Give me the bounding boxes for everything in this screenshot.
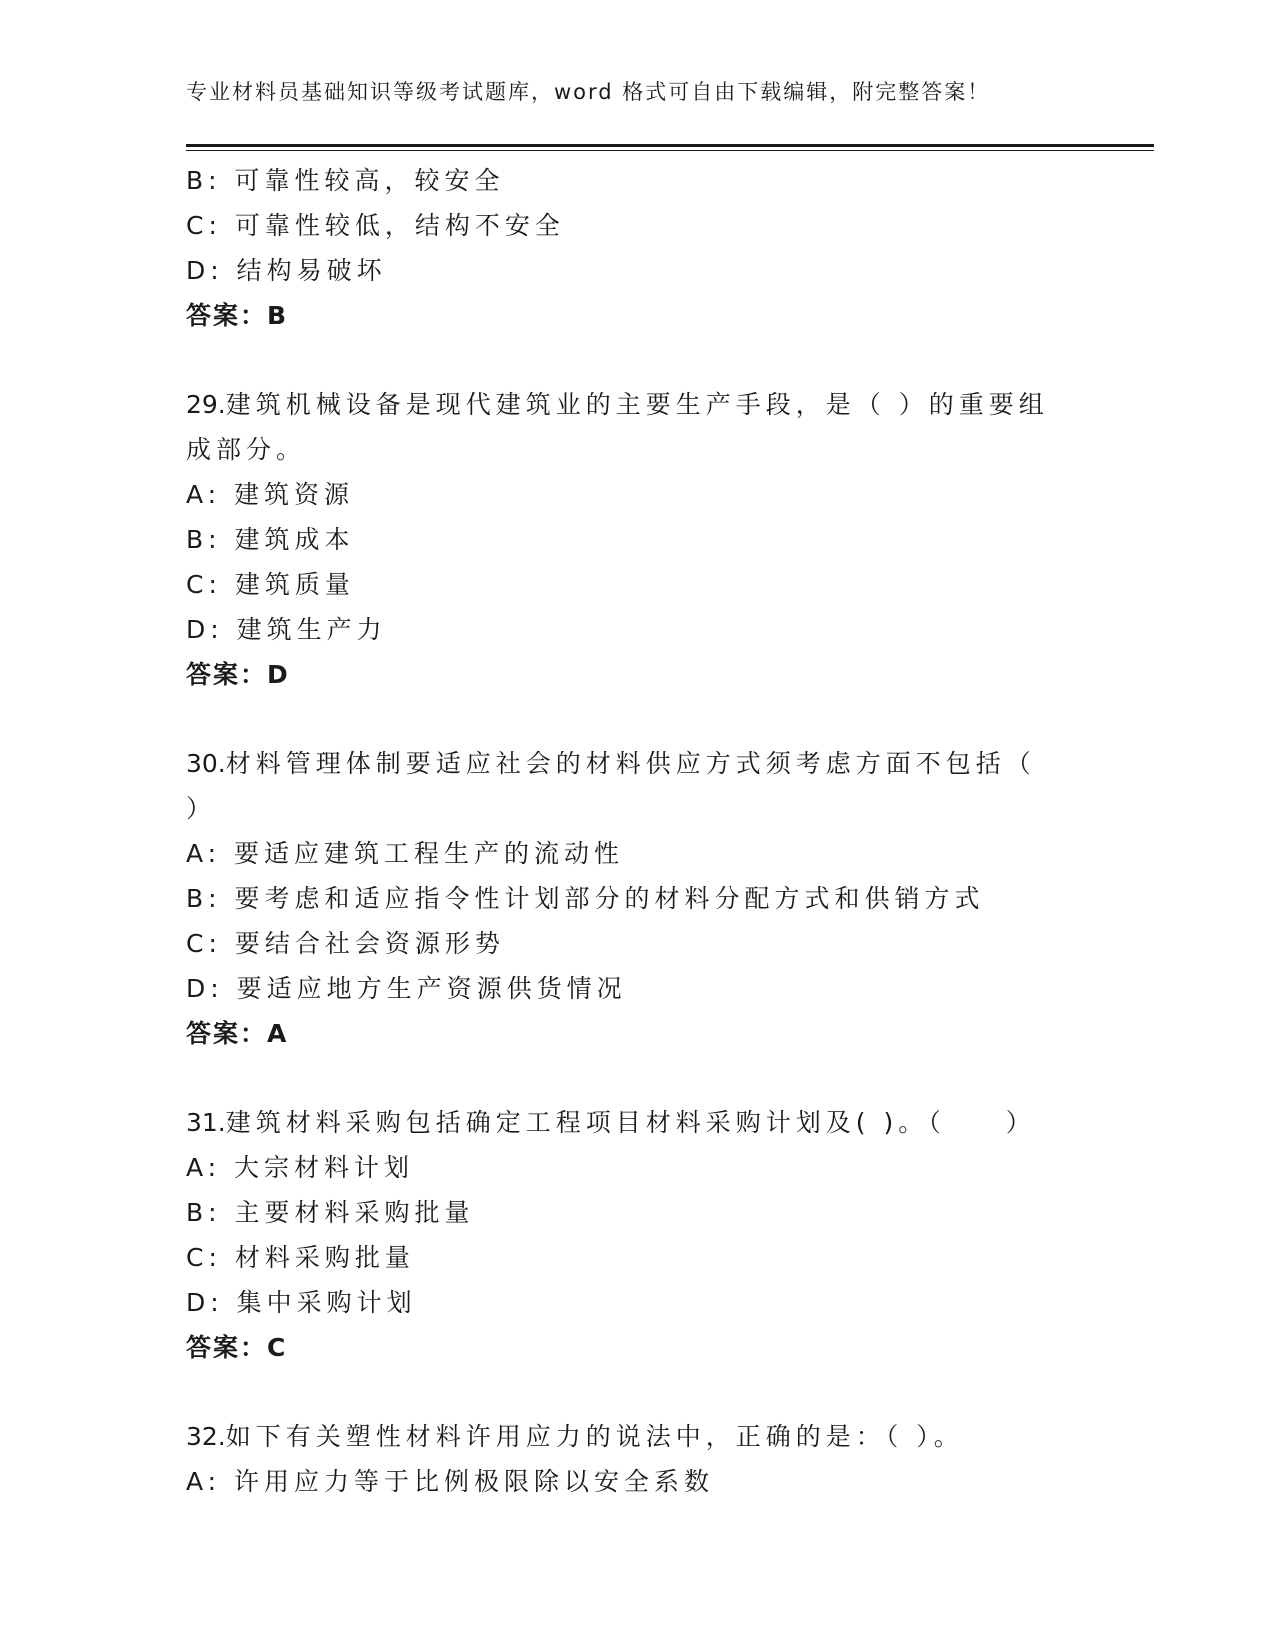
- header-rule-thin: [186, 150, 1154, 151]
- question-29: [186, 382, 1086, 697]
- option-a: A: 要适应建筑工程生产的流动性: [186, 839, 625, 868]
- option-d: D: 建筑生产力: [186, 615, 387, 644]
- partial-question: [186, 158, 1086, 338]
- option-c: C: 可靠性较低，结构不安全: [186, 211, 565, 240]
- option-b: B: 要考虑和适应指令性计划部分的材料分配方式和供销方式: [186, 884, 985, 913]
- question-number: 30.: [186, 749, 226, 778]
- question-stem: 材料管理体制要适应社会的材料供应方式须考虑方面不包括（ ）: [186, 749, 1036, 823]
- question-number: 31.: [186, 1108, 226, 1137]
- question-number: 29.: [186, 390, 226, 419]
- header-rule-thick: [186, 144, 1154, 147]
- option-a: A: 大宗材料计划: [186, 1153, 415, 1182]
- question-stem: 建筑机械设备是现代建筑业的主要生产手段，是（ ）的重要组成部分。: [186, 390, 1049, 464]
- option-c: C: 建筑质量: [186, 570, 355, 599]
- question-stem: 如下有关塑性材料许用应力的说法中，正确的是：（ ）。: [225, 1422, 964, 1451]
- answer-line: 答案：B: [186, 301, 289, 330]
- option-d: D: 要适应地方生产资源供货情况: [186, 974, 627, 1003]
- question-31: [186, 1100, 1086, 1370]
- question-text: [186, 1100, 1066, 1145]
- question-text: [186, 1414, 1066, 1459]
- option-b: B: 主要材料采购批量: [186, 1198, 475, 1227]
- question-text: [186, 382, 1066, 472]
- option-c: C: 材料采购批量: [186, 1243, 415, 1272]
- option-b: B: 建筑成本: [186, 525, 355, 554]
- answer-line: 答案：C: [186, 1333, 288, 1362]
- option-b: B: 可靠性较高，较安全: [186, 166, 505, 195]
- answer-line: 答案：D: [186, 660, 290, 689]
- option-a: A: 许用应力等于比例极限除以安全系数: [186, 1467, 715, 1496]
- option-c: C: 要结合社会资源形势: [186, 929, 505, 958]
- question-stem: 建筑材料采购包括确定工程项目材料采购计划及( )。（ ）: [225, 1108, 1036, 1137]
- answer-line: 答案：A: [186, 1019, 289, 1048]
- option-d: D: 集中采购计划: [186, 1288, 417, 1317]
- option-a: A: 建筑资源: [186, 480, 355, 509]
- page-header: 专业材料员基础知识等级考试题库，word 格式可自由下载编辑，附完整答案！: [186, 80, 991, 104]
- question-text: [186, 741, 1066, 831]
- question-list: [186, 158, 1086, 1504]
- question-32: [186, 1414, 1086, 1504]
- option-d: D: 结构易破坏: [186, 256, 387, 285]
- question-number: 32.: [186, 1422, 226, 1451]
- question-30: [186, 741, 1086, 1056]
